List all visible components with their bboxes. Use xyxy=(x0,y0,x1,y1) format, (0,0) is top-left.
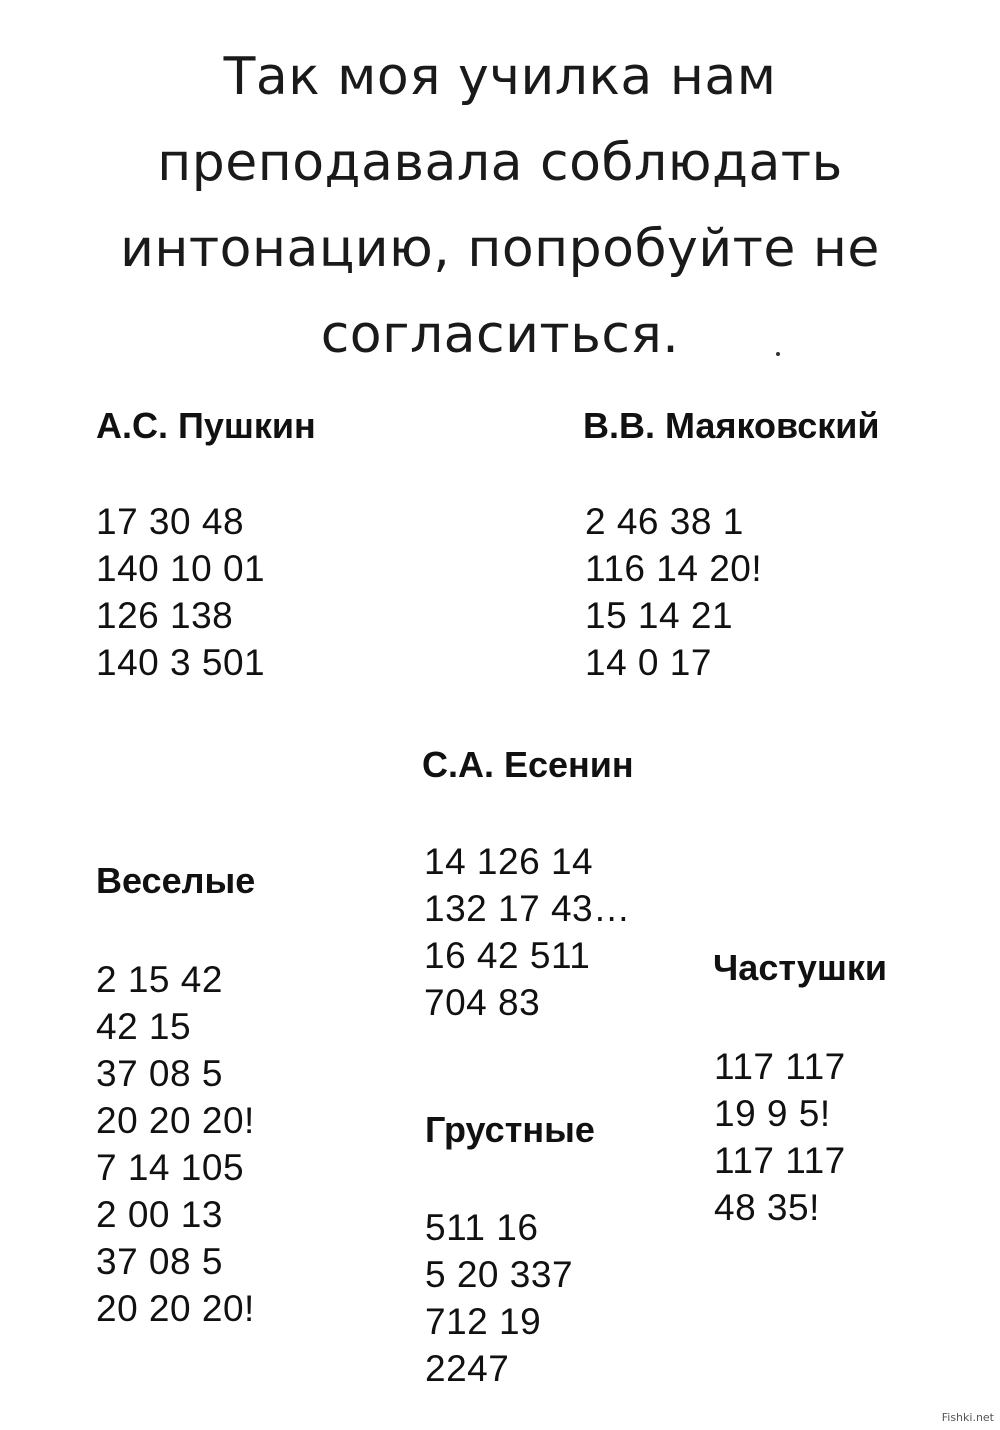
list-item: 19 9 5! xyxy=(714,1093,831,1134)
list-grustnye xyxy=(425,1204,573,1392)
list-item: 20 20 20! xyxy=(96,1100,255,1141)
list-item: 117 117 xyxy=(714,1046,846,1087)
heading-chastushki: Частушки xyxy=(713,947,888,988)
list-item: 37 08 5 xyxy=(96,1241,223,1282)
list-item: 14 0 17 xyxy=(585,642,712,683)
list-item: 132 17 43… xyxy=(424,888,631,929)
list-item: 17 30 48 xyxy=(96,501,245,542)
list-pushkin xyxy=(96,498,265,686)
list-item: 2 46 38 1 xyxy=(585,501,744,542)
list-mayakovsky xyxy=(585,498,762,686)
list-item: 704 83 xyxy=(424,982,541,1023)
list-esenin xyxy=(424,838,631,1026)
list-item: 2 00 13 xyxy=(96,1194,223,1235)
list-item: 37 08 5 xyxy=(96,1053,223,1094)
list-item: 140 10 01 xyxy=(96,548,266,589)
page-title xyxy=(20,34,980,378)
list-item: 2 15 42 xyxy=(96,959,223,1000)
list-item: 15 14 21 xyxy=(585,595,734,636)
list-item: 20 20 20! xyxy=(96,1288,255,1329)
heading-veselye: Веселые xyxy=(96,860,256,901)
heading-grustnye: Грустные xyxy=(425,1109,595,1150)
watermark: Fishki.net xyxy=(941,1411,994,1424)
heading-esenin: С.А. Есенин xyxy=(422,744,634,785)
list-item: 712 19 xyxy=(425,1301,542,1342)
list-item: 116 14 20! xyxy=(585,548,763,589)
list-item: 5 20 337 xyxy=(425,1254,574,1295)
list-veselye xyxy=(96,956,255,1332)
list-item: 511 16 xyxy=(425,1207,539,1248)
list-item: 48 35! xyxy=(714,1187,820,1228)
list-item: 117 117 xyxy=(714,1140,846,1181)
stray-dot xyxy=(776,352,780,356)
title-line: интонацию, попробуйте не xyxy=(120,219,880,279)
list-item: 7 14 105 xyxy=(96,1147,245,1188)
list-item: 140 3 501 xyxy=(96,642,266,683)
list-chastushki xyxy=(714,1043,846,1231)
heading-pushkin: А.С. Пушкин xyxy=(96,405,316,446)
title-line: согласиться. xyxy=(320,305,680,365)
title-line: преподавала соблюдать xyxy=(157,133,843,193)
list-item: 126 138 xyxy=(96,595,234,636)
list-item: 2247 xyxy=(425,1348,510,1389)
list-item: 42 15 xyxy=(96,1006,192,1047)
heading-mayakovsky: В.В. Маяковский xyxy=(583,405,880,446)
list-item: 14 126 14 xyxy=(424,841,594,882)
list-item: 16 42 511 xyxy=(424,935,591,976)
title-line: Так моя училка нам xyxy=(223,47,777,107)
